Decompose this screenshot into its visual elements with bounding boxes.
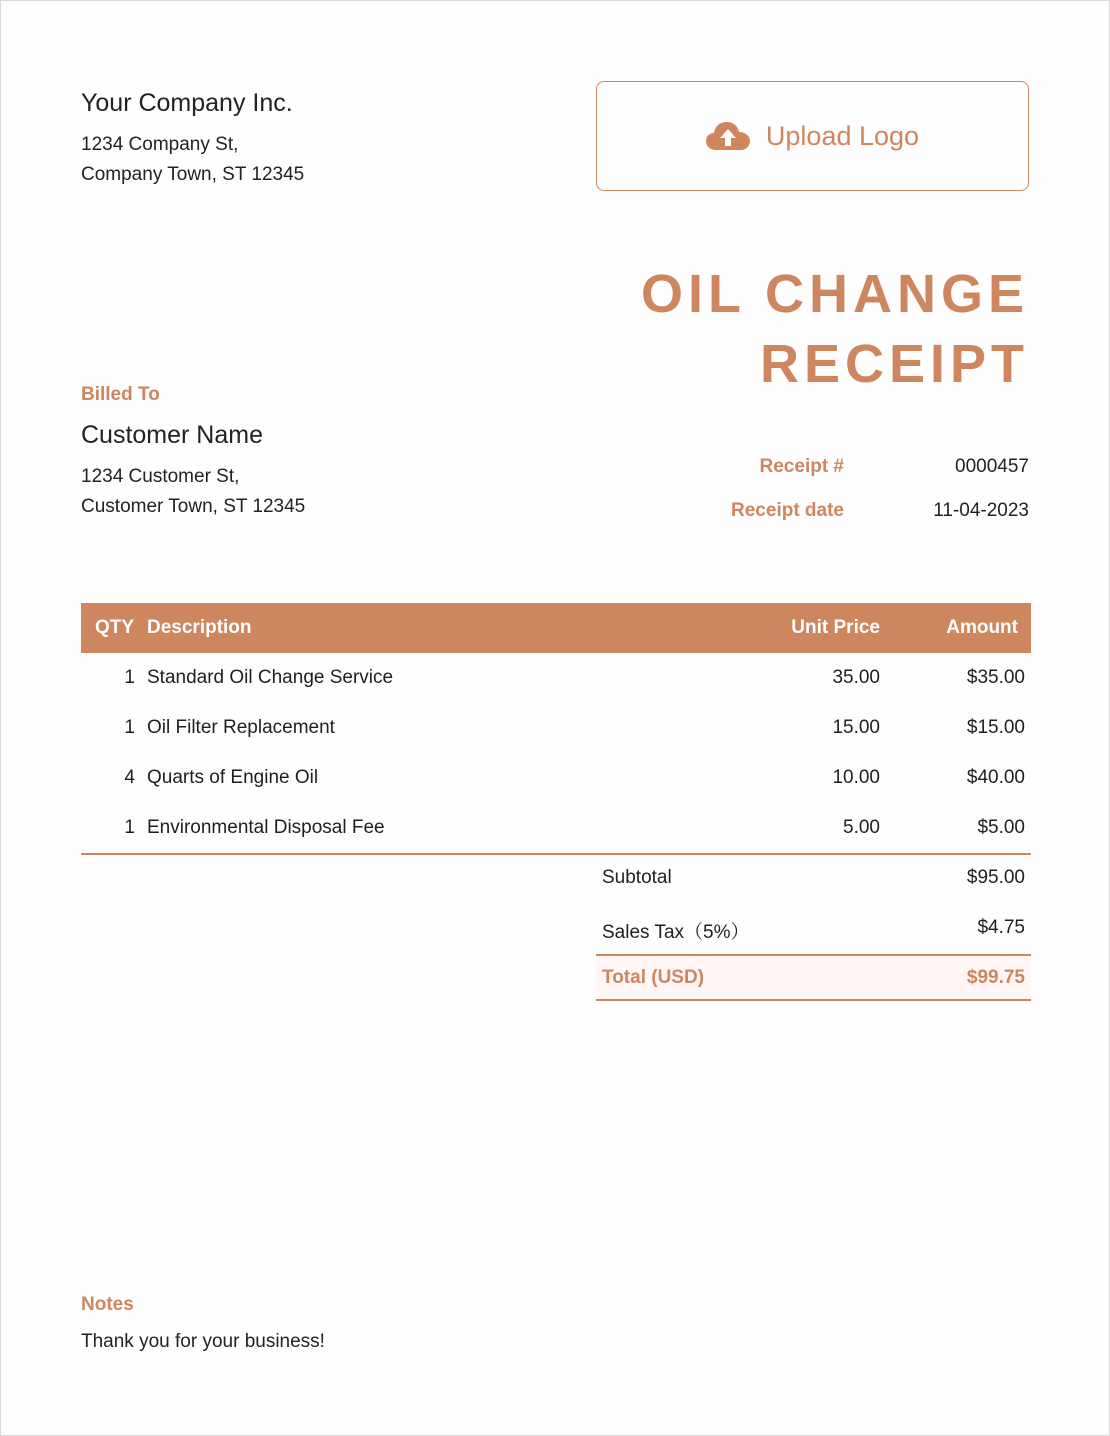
item-description[interactable]: Standard Oil Change Service	[147, 667, 394, 688]
notes-text[interactable]: Thank you for your business!	[81, 1331, 325, 1352]
cloud-upload-icon	[706, 121, 750, 151]
company-address-line2[interactable]: Company Town, ST 12345	[81, 164, 305, 185]
receipt-title-line2[interactable]: RECEIPT	[759, 334, 1029, 394]
item-description[interactable]: Oil Filter Replacement	[147, 717, 335, 738]
item-description[interactable]: Environmental Disposal Fee	[147, 817, 385, 838]
amount-column-header: Amount	[946, 617, 1018, 638]
sales-tax-label[interactable]: Sales Tax（5%）	[602, 922, 750, 943]
item-qty[interactable]: 1	[124, 717, 135, 738]
items-table-header	[81, 603, 1031, 653]
subtotal-value: $95.00	[966, 867, 1025, 888]
item-unit-price[interactable]: 10.00	[832, 767, 880, 788]
qty-column-header: QTY	[95, 617, 135, 638]
company-address-line1[interactable]: 1234 Company St,	[81, 134, 239, 155]
item-amount: $15.00	[966, 717, 1025, 738]
customer-name[interactable]: Customer Name	[81, 421, 263, 449]
unit-price-column-header: Unit Price	[791, 617, 880, 638]
sales-tax-value: $4.75	[977, 917, 1025, 938]
table-row	[81, 753, 1031, 803]
receipt-date-label: Receipt date	[731, 500, 844, 521]
total-value: $99.75	[966, 967, 1025, 988]
total-row	[596, 954, 1031, 1001]
item-amount: $5.00	[977, 817, 1025, 838]
upload-logo-button[interactable]	[596, 81, 1029, 191]
table-row	[81, 803, 1031, 853]
subtotal-row	[596, 853, 1031, 903]
item-qty[interactable]: 4	[124, 767, 135, 788]
billed-to-label: Billed To	[81, 384, 160, 405]
item-amount: $35.00	[966, 667, 1025, 688]
subtotal-label: Subtotal	[602, 867, 672, 888]
item-unit-price[interactable]: 35.00	[832, 667, 880, 688]
description-column-header: Description	[147, 617, 252, 638]
total-label: Total (USD)	[602, 967, 705, 988]
sales-tax-row	[596, 903, 1031, 953]
receipt-number-value[interactable]: 0000457	[955, 456, 1029, 477]
notes-label: Notes	[81, 1294, 134, 1315]
item-unit-price[interactable]: 5.00	[843, 817, 880, 838]
item-qty[interactable]: 1	[124, 817, 135, 838]
company-name[interactable]: Your Company Inc.	[81, 89, 293, 117]
receipt-title-line1[interactable]: OIL CHANGE	[640, 264, 1029, 324]
table-row	[81, 653, 1031, 703]
item-amount: $40.00	[966, 767, 1025, 788]
receipt-number-label: Receipt #	[759, 456, 844, 477]
table-row	[81, 703, 1031, 753]
upload-logo-label: Upload Logo	[765, 120, 920, 151]
item-qty[interactable]: 1	[124, 667, 135, 688]
item-unit-price[interactable]: 15.00	[832, 717, 880, 738]
customer-address-line2[interactable]: Customer Town, ST 12345	[81, 496, 306, 517]
customer-address-line1[interactable]: 1234 Customer St,	[81, 466, 240, 487]
item-description[interactable]: Quarts of Engine Oil	[147, 767, 319, 788]
receipt-date-value[interactable]: 11-04-2023	[933, 500, 1029, 521]
